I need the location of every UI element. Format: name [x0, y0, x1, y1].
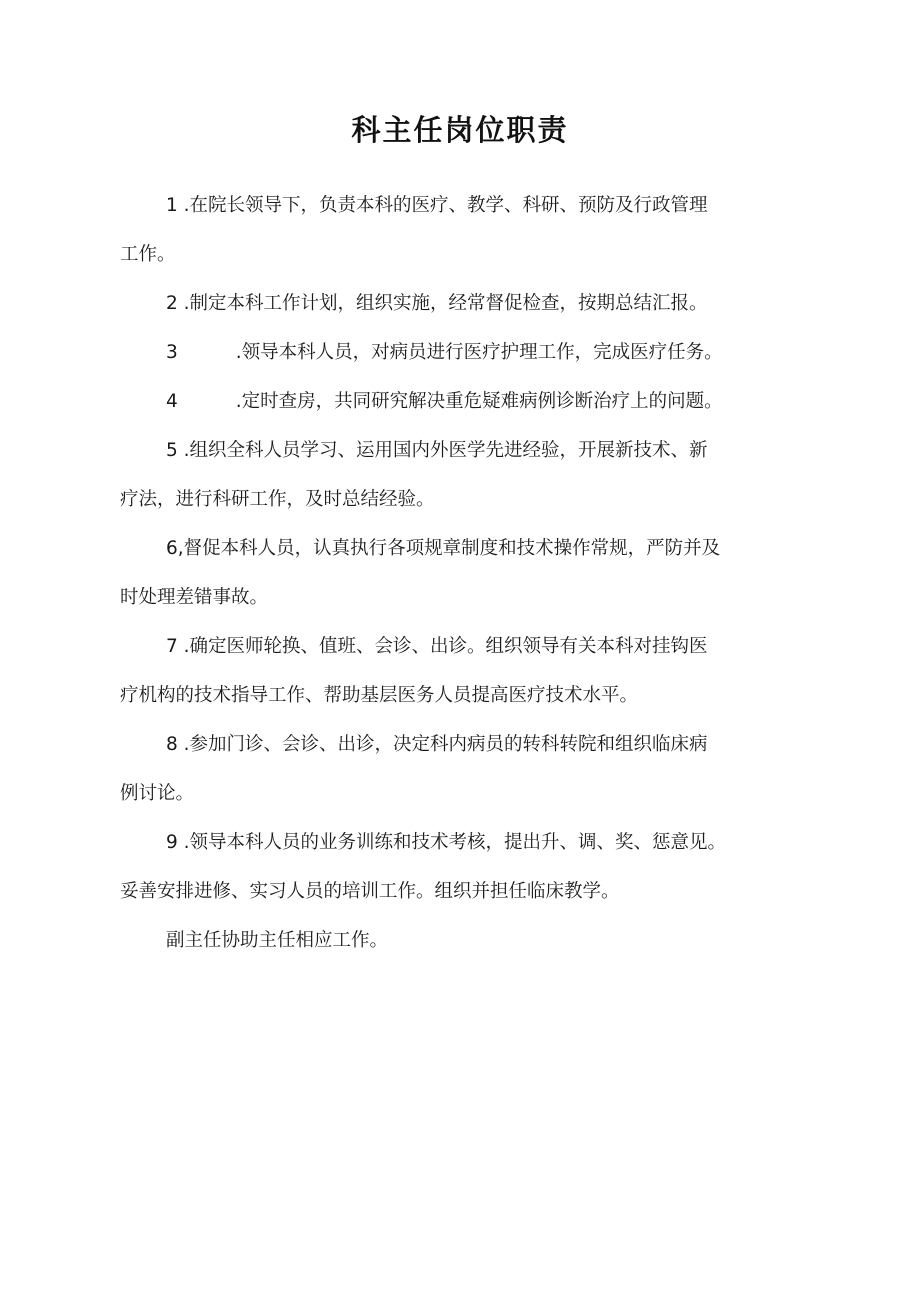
- item-1-line-2: 工作。: [120, 244, 176, 265]
- item-6-number: 6: [166, 538, 178, 559]
- item-2-number: 2: [166, 293, 178, 314]
- item-3-text: .领导本科人员，对病员进行医疗护理工作，完成医疗任务。: [235, 342, 723, 363]
- item-5-line-1: [166, 438, 708, 464]
- item-9-line-2: 妥善安排进修、实习人员的培训工作。组织并担任临床教学。: [120, 881, 620, 902]
- item-9-number: 9: [166, 832, 178, 853]
- item-7-text: .确定医师轮换、值班、会诊、出诊。组织领导有关本科对挂钩医: [177, 636, 708, 657]
- item-3-number: 3: [166, 342, 178, 363]
- item-7-line-2: 疗机构的技术指导工作、帮助基层医务人员提高医疗技术水平。: [120, 685, 639, 706]
- item-1-text: .在院长领导下，负责本科的医疗、教学、科研、预防及行政管理: [177, 195, 708, 216]
- item-4-text: .定时查房，共同研究解决重危疑难病例诊断治疗上的问题。: [235, 391, 723, 412]
- item-5-number: 5: [166, 440, 178, 461]
- item-9-text: .领导本科人员的业务训练和技术考核，提出升、调、奖、惩意见。: [177, 832, 727, 853]
- item-6-line-2: 时处理差错事故。: [120, 587, 269, 608]
- item-1-number: 1: [166, 195, 178, 216]
- item-2-text: .制定本科工作计划，组织实施，经常督促检查，按期总结汇报。: [177, 293, 708, 314]
- item-9-line-1: [166, 830, 726, 856]
- item-8-line-2: 例讨论。: [120, 783, 195, 804]
- item-8-line-1: [166, 732, 708, 758]
- item-3-line-1: [166, 340, 723, 366]
- item-6-line-1: [166, 536, 720, 562]
- item-5-text: .组织全科人员学习、运用国内外医学先进经验，开展新技术、新: [177, 440, 708, 461]
- item-8-number: 8: [166, 734, 178, 755]
- item-5-line-2: 疗法，进行科研工作，及时总结经验。: [120, 489, 435, 510]
- item-6-text: ,督促本科人员，认真执行各项规章制度和技术操作常规，严防并及: [177, 538, 721, 559]
- closing-note: 副主任协助主任相应工作。: [166, 930, 389, 951]
- page-title: 科主任岗位职责: [351, 113, 569, 147]
- item-1-line-1: [166, 193, 708, 219]
- item-7-line-1: [166, 634, 708, 660]
- item-4-number: 4: [166, 391, 178, 412]
- item-8-text: .参加门诊、会诊、出诊，决定科内病员的转科转院和组织临床病: [177, 734, 708, 755]
- item-4-line-1: [166, 389, 723, 415]
- item-2-line-1: [166, 291, 708, 317]
- item-7-number: 7: [166, 636, 178, 657]
